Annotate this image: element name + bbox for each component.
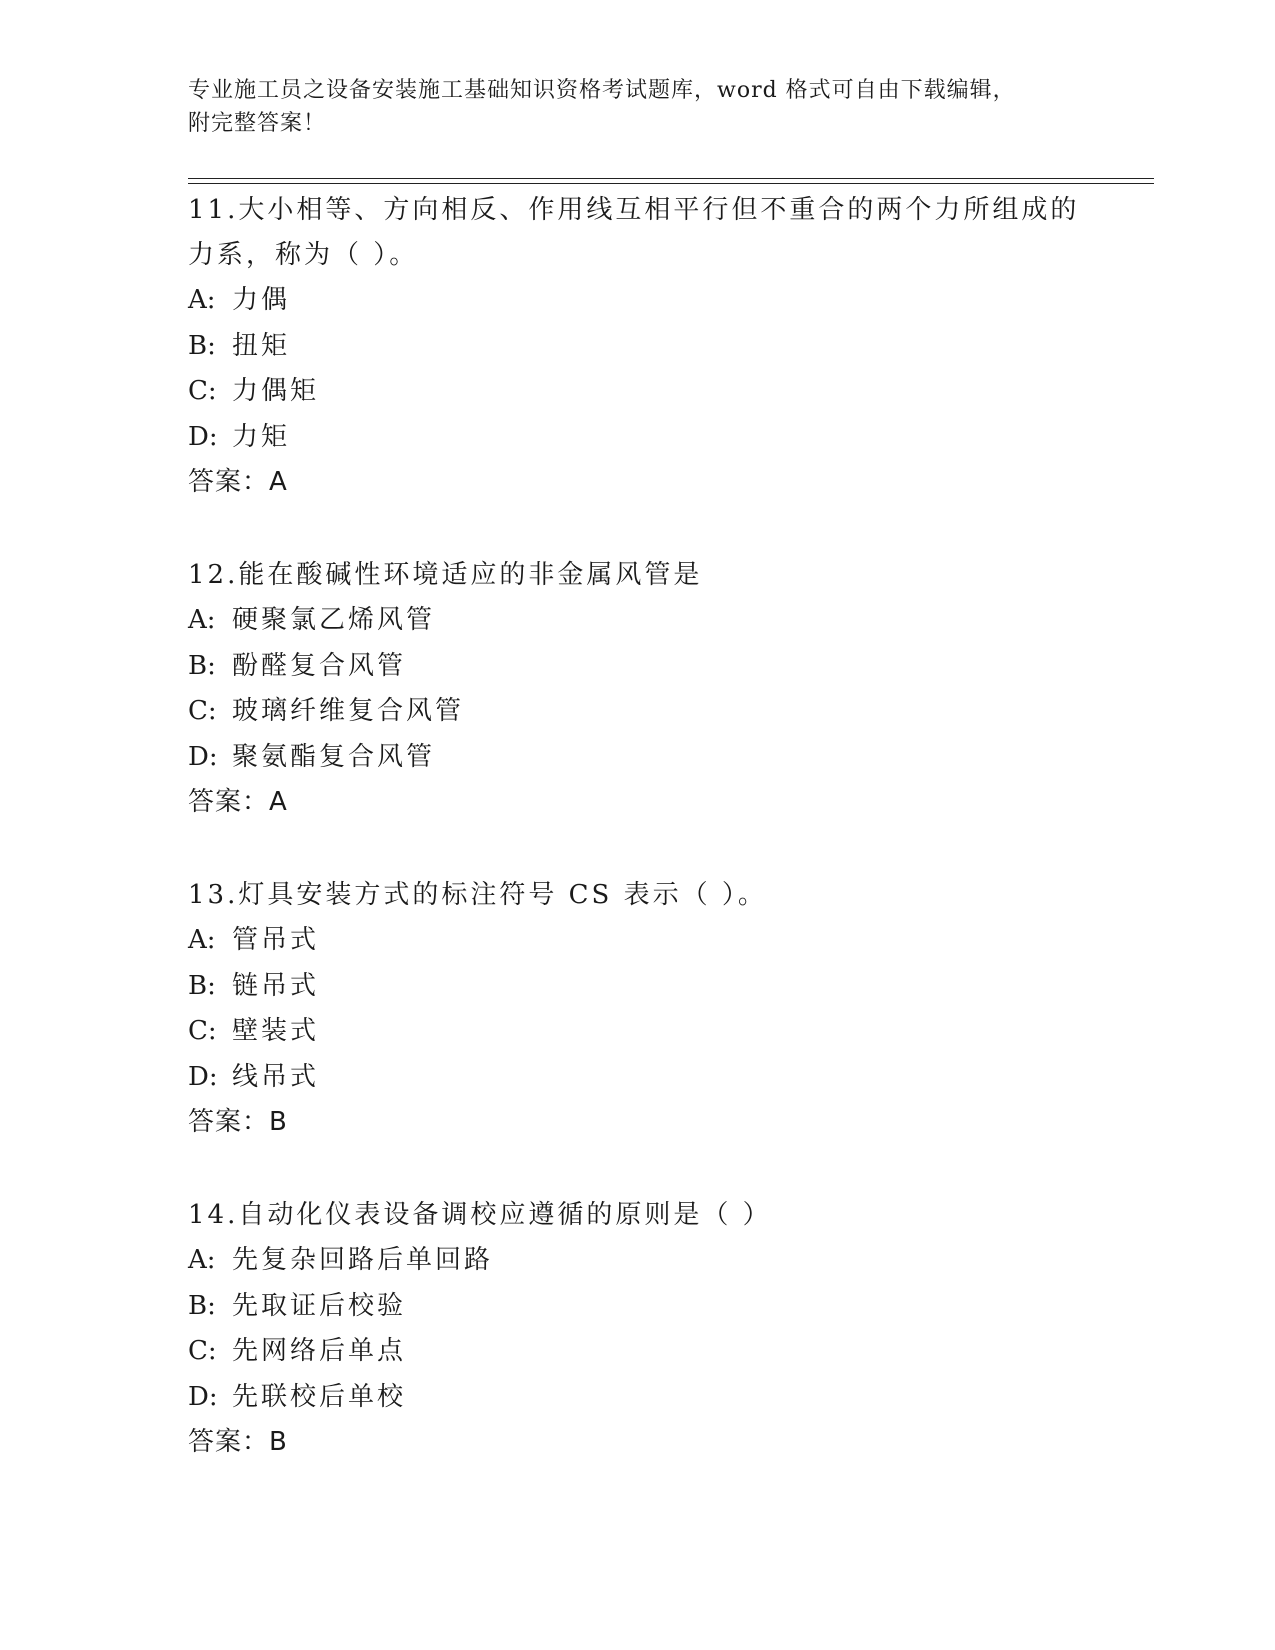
option-letter: A: bbox=[188, 605, 216, 635]
question-stem-line: 12.能在酸碱性环境适应的非金属风管是 bbox=[188, 560, 703, 590]
option-text: 力偶 bbox=[232, 285, 291, 315]
question-stem-line: 11.大小相等、方向相反、作用线互相平行但不重合的两个力所组成的 bbox=[188, 195, 1080, 225]
option-c bbox=[188, 1009, 1088, 1055]
question-12 bbox=[188, 553, 1088, 825]
header-line-2: 附完整答案！ bbox=[188, 111, 327, 136]
option-letter: D: bbox=[188, 1061, 218, 1092]
option-d bbox=[188, 1375, 1088, 1421]
option-text: 先复杂回路后单回路 bbox=[232, 1245, 494, 1275]
option-text: 管吊式 bbox=[232, 925, 320, 955]
answer-line: 答案：B bbox=[188, 1427, 288, 1457]
option-text: 玻璃纤维复合风管 bbox=[232, 696, 465, 726]
option-b bbox=[188, 324, 1088, 370]
option-text: 先取证后校验 bbox=[232, 1290, 407, 1321]
option-text: 链吊式 bbox=[232, 970, 320, 1001]
question-stem-line: 13.灯具安装方式的标注符号 CS 表示（ ）。 bbox=[188, 880, 767, 910]
option-d bbox=[188, 415, 1088, 461]
option-letter: C: bbox=[188, 696, 217, 726]
question-14 bbox=[188, 1193, 1088, 1465]
option-letter: C: bbox=[188, 1016, 217, 1046]
answer-line: 答案：A bbox=[188, 787, 288, 817]
option-letter: B: bbox=[188, 970, 216, 1001]
option-a bbox=[188, 918, 1088, 964]
document-header bbox=[188, 74, 1088, 140]
option-letter: D: bbox=[188, 1381, 218, 1412]
option-letter: A: bbox=[188, 285, 216, 315]
option-c bbox=[188, 369, 1088, 415]
option-letter: C: bbox=[188, 376, 217, 406]
option-letter: B: bbox=[188, 650, 216, 681]
option-letter: A: bbox=[188, 1245, 216, 1275]
option-text: 聚氨酯复合风管 bbox=[232, 741, 436, 772]
option-letter: C: bbox=[188, 1336, 217, 1366]
header-divider-bottom bbox=[188, 183, 1154, 184]
option-text: 酚醛复合风管 bbox=[232, 650, 407, 681]
option-d bbox=[188, 1055, 1088, 1101]
question-stem-line: 14.自动化仪表设备调校应遵循的原则是（ ） bbox=[188, 1200, 772, 1230]
option-text: 线吊式 bbox=[232, 1061, 320, 1092]
option-c bbox=[188, 1329, 1088, 1375]
option-c bbox=[188, 689, 1088, 735]
option-d bbox=[188, 735, 1088, 781]
option-text: 先联校后单校 bbox=[232, 1381, 407, 1412]
option-b bbox=[188, 644, 1088, 690]
answer-line: 答案：B bbox=[188, 1107, 288, 1137]
option-b bbox=[188, 1284, 1088, 1330]
header-line-1: 专业施工员之设备安装施工基础知识资格考试题库，word 格式可自由下载编辑， bbox=[188, 78, 1016, 103]
option-text: 先网络后单点 bbox=[232, 1336, 407, 1366]
option-b bbox=[188, 964, 1088, 1010]
option-a bbox=[188, 598, 1088, 644]
option-letter: A: bbox=[188, 925, 216, 955]
option-letter: D: bbox=[188, 421, 218, 452]
question-13 bbox=[188, 873, 1088, 1145]
option-text: 硬聚氯乙烯风管 bbox=[232, 605, 436, 635]
question-stem-line: 力系，称为（ ）。 bbox=[188, 240, 419, 270]
answer-line: 答案：A bbox=[188, 467, 288, 497]
option-letter: B: bbox=[188, 1290, 216, 1321]
header-divider-top bbox=[188, 178, 1154, 179]
option-a bbox=[188, 278, 1088, 324]
option-text: 力矩 bbox=[232, 421, 291, 452]
option-letter: B: bbox=[188, 330, 216, 361]
option-letter: D: bbox=[188, 741, 218, 772]
option-text: 力偶矩 bbox=[232, 376, 320, 406]
question-11 bbox=[188, 188, 1088, 505]
option-text: 壁装式 bbox=[232, 1016, 320, 1046]
option-a bbox=[188, 1238, 1088, 1284]
option-text: 扭矩 bbox=[232, 330, 291, 361]
